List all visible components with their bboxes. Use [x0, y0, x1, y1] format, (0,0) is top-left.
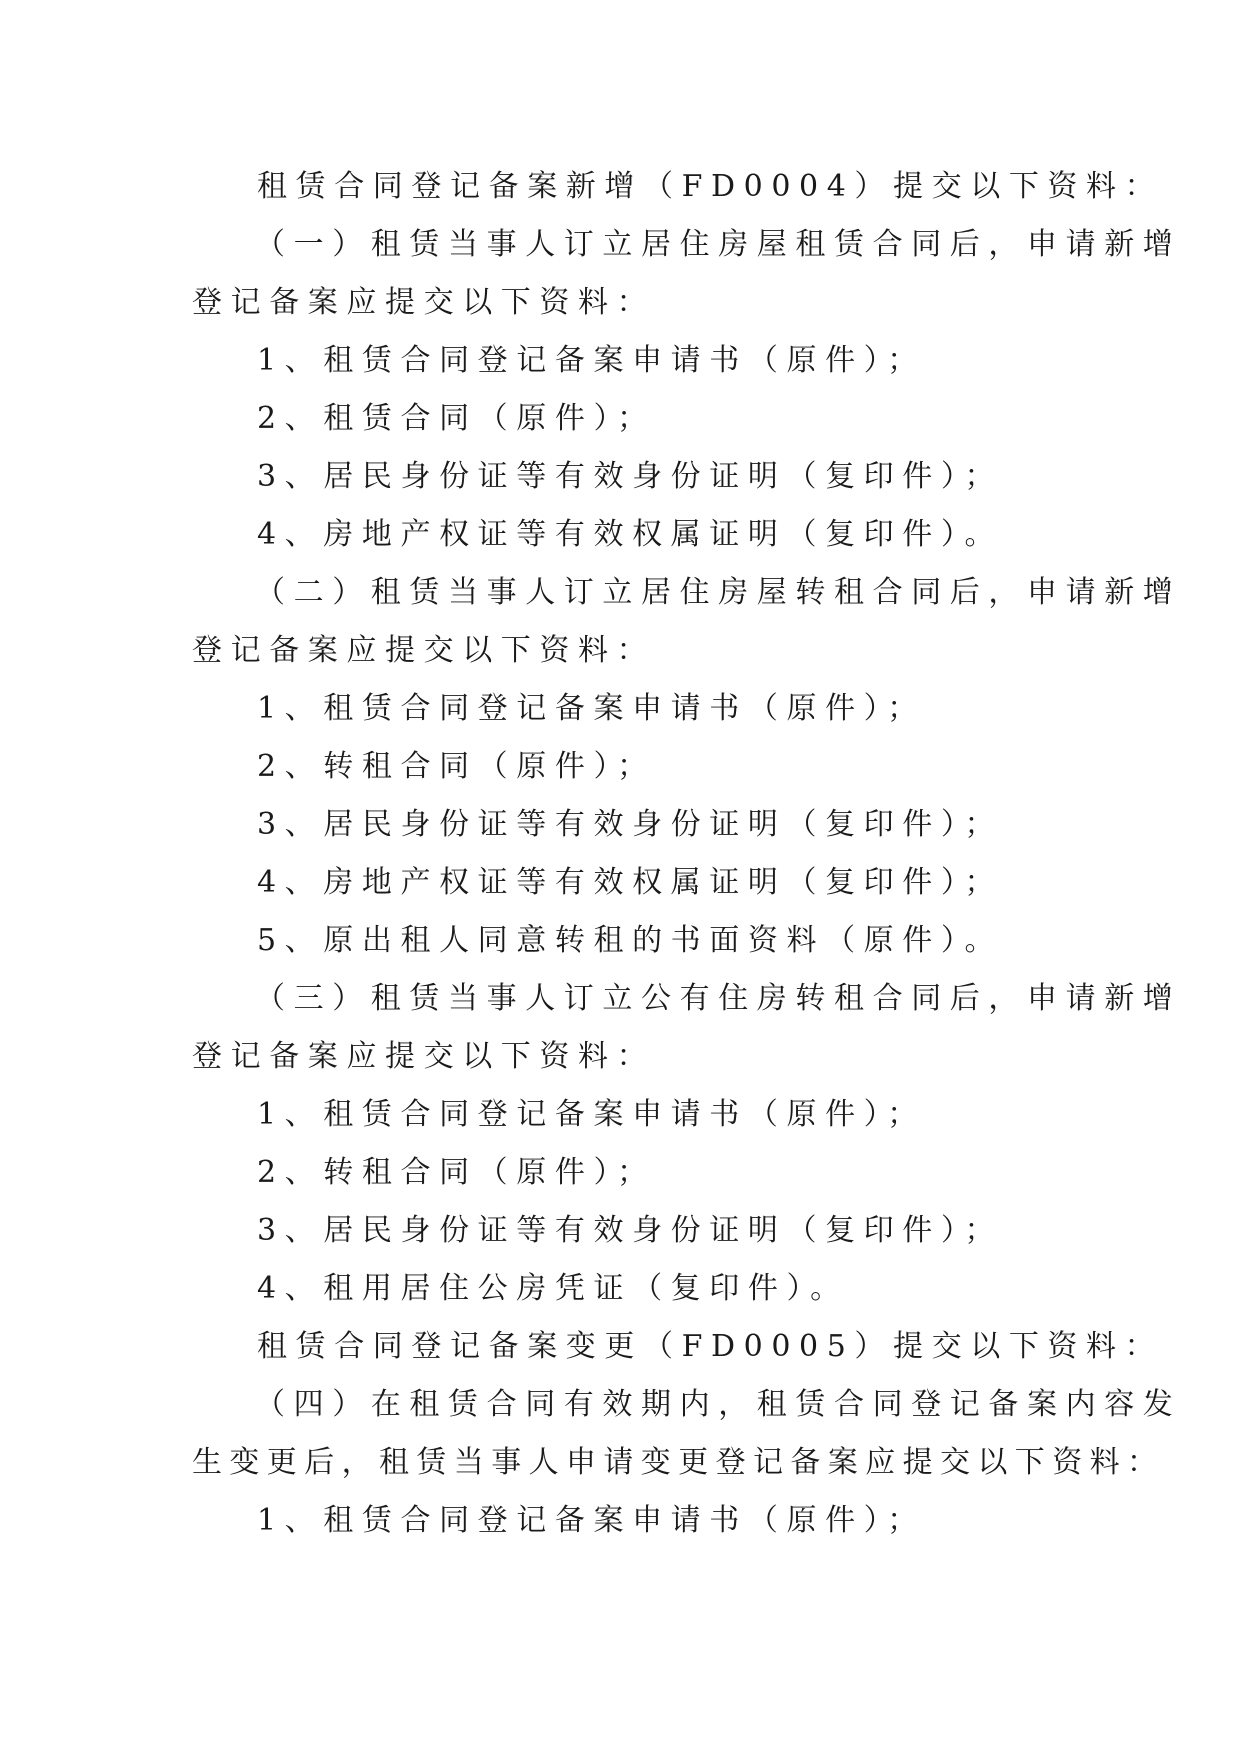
paragraph-two-line-2: 登记备案应提交以下资料：: [192, 633, 656, 668]
list-item: 1、租赁合同登记备案申请书（原件）；: [257, 1097, 926, 1132]
list-item: 3、居民身份证等有效身份证明（复印件）；: [257, 459, 1004, 494]
list-item: 2、转租合同（原件）；: [257, 1155, 656, 1190]
list-item: 1、租赁合同登记备案申请书（原件）；: [257, 343, 926, 378]
list-item: 1、租赁合同登记备案申请书（原件）；: [257, 691, 926, 726]
list-item: 4、租用居住公房凭证（复印件）。: [257, 1271, 849, 1306]
paragraph-four-line-2: 生变更后，租赁当事人申请变更登记备案应提交以下资料：: [192, 1445, 1165, 1480]
paragraph-two-line-1: （二）租赁当事人订立居住房屋转租合同后，申请新增: [255, 575, 1182, 610]
list-item: 3、居民身份证等有效身份证明（复印件）；: [257, 807, 1004, 842]
list-item: 4、房地产权证等有效权属证明（复印件）。: [257, 517, 1004, 552]
list-item: 3、居民身份证等有效身份证明（复印件）；: [257, 1213, 1004, 1248]
paragraph-one-line-1: （一）租赁当事人订立居住房屋租赁合同后，申请新增: [255, 227, 1182, 262]
list-item: 4、房地产权证等有效权属证明（复印件）；: [257, 865, 1004, 900]
list-item: 5、原出租人同意转租的书面资料（原件）。: [257, 923, 1004, 958]
paragraph-three-line-1: （三）租赁当事人订立公有住房转租合同后，申请新增: [255, 981, 1182, 1016]
paragraph-four-line-1: （四）在租赁合同有效期内，租赁合同登记备案内容发: [255, 1387, 1182, 1422]
list-item: 2、转租合同（原件）；: [257, 749, 656, 784]
section-heading-fd0005: 租赁合同登记备案变更（FD0005）提交以下资料：: [257, 1329, 1164, 1364]
list-item: 2、租赁合同（原件）；: [257, 401, 656, 436]
paragraph-one-line-2: 登记备案应提交以下资料：: [192, 285, 656, 320]
paragraph-three-line-2: 登记备案应提交以下资料：: [192, 1039, 656, 1074]
list-item: 1、租赁合同登记备案申请书（原件）；: [257, 1503, 926, 1538]
section-heading-fd0004: 租赁合同登记备案新增（FD0004）提交以下资料：: [257, 169, 1164, 204]
